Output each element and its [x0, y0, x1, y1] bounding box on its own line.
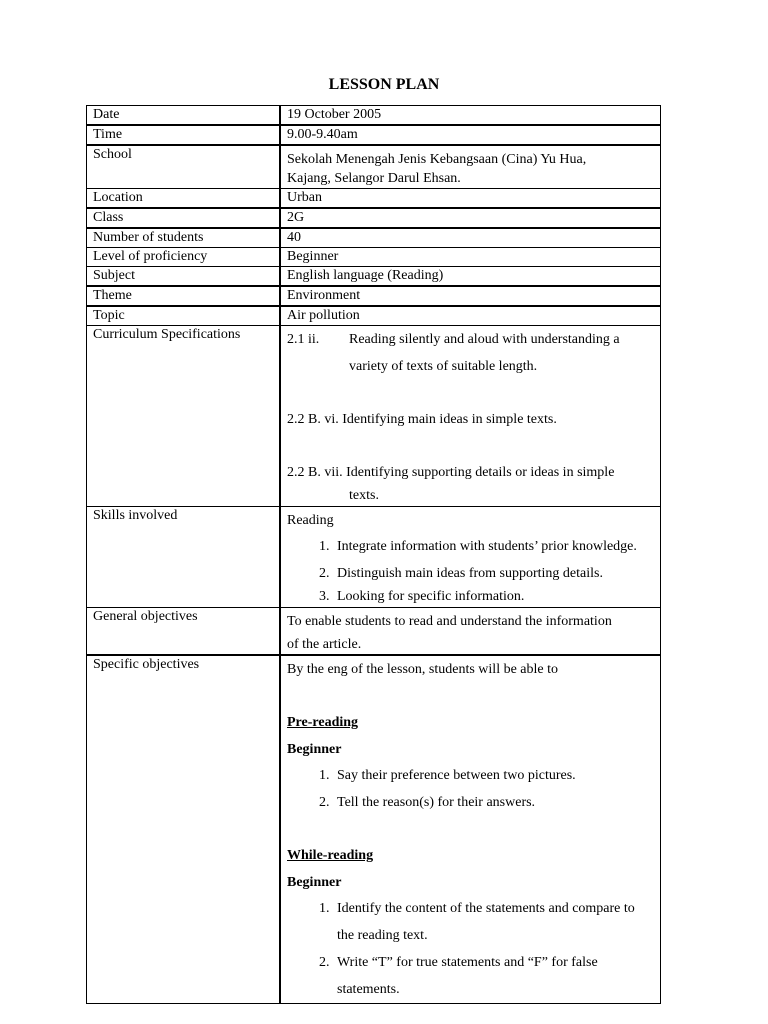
- value-curriculum: [280, 326, 661, 507]
- school-line-2: Kajang, Selangor Darul Ehsan.: [287, 171, 461, 186]
- pre-reading-heading: Pre-reading: [287, 715, 359, 730]
- list-item: 2. Tell the reason(s) for their answers.: [333, 790, 654, 817]
- value-date: 19 October 2005: [280, 106, 661, 126]
- list-item: 3. Looking for specific information.: [333, 587, 654, 607]
- row-general: [87, 608, 661, 656]
- school-line-1: Sekolah Menengah Jenis Kebangsaan (Cina) Yu Hua,: [287, 152, 587, 167]
- list-item: 2. Distinguish main ideas from supporting details.: [333, 561, 654, 588]
- row-topic: [87, 306, 661, 326]
- label-proficiency: Level of proficiency: [87, 248, 281, 267]
- label-date: Date: [87, 106, 281, 126]
- list-item: 1. Integrate information with students’ prior knowledge.: [333, 534, 654, 561]
- row-location: [87, 189, 661, 209]
- value-time: 9.00-9.40am: [280, 125, 661, 145]
- row-curriculum: [87, 326, 661, 507]
- row-class: [87, 208, 661, 228]
- value-subject: English language (Reading): [280, 267, 661, 287]
- spacer: [287, 683, 654, 709]
- label-specific: Specific objectives: [87, 655, 281, 1004]
- spec-2: 2.2 B. vi. Identifying main ideas in simple texts.: [287, 412, 557, 427]
- label-subject: Subject: [87, 267, 281, 287]
- spec-3-continued: texts.: [349, 488, 379, 503]
- label-theme: Theme: [87, 286, 281, 306]
- row-date: [87, 106, 661, 126]
- general-line-2: of the article.: [287, 637, 362, 652]
- value-location: Urban: [280, 189, 661, 209]
- lesson-plan-table: [86, 105, 661, 1004]
- label-students: Number of students: [87, 228, 281, 248]
- value-specific: [280, 655, 661, 1004]
- spacer: [287, 433, 654, 459]
- row-proficiency: [87, 248, 661, 267]
- spec-1-number: 2.1 ii.: [287, 332, 320, 347]
- value-students: 40: [280, 228, 661, 248]
- label-class: Class: [87, 208, 281, 228]
- while-reading-list: [287, 896, 654, 1003]
- row-skills: [87, 507, 661, 608]
- spacer: [287, 380, 654, 406]
- label-school: School: [87, 145, 281, 189]
- pre-reading-level: Beginner: [287, 742, 342, 757]
- spec-1-text: Reading silently and aloud with understanding a: [349, 332, 620, 347]
- value-general: [280, 608, 661, 656]
- label-topic: Topic: [87, 306, 281, 326]
- row-students: [87, 228, 661, 248]
- specific-intro: By the eng of the lesson, students will be able to: [287, 662, 559, 677]
- page-title: LESSON PLAN: [328, 76, 440, 93]
- row-time: [87, 125, 661, 145]
- label-curriculum: Curriculum Specifications: [87, 326, 281, 507]
- row-specific: [87, 655, 661, 1004]
- label-location: Location: [87, 189, 281, 209]
- list-item: 1. Identify the content of the statements and compare to the reading text.: [333, 896, 654, 949]
- list-item: 2. Write “T” for true statements and “F” for false statements.: [333, 949, 654, 1003]
- value-topic: Air pollution: [280, 306, 661, 326]
- skills-heading: Reading: [287, 513, 334, 528]
- spacer: [287, 816, 654, 842]
- while-reading-level: Beginner: [287, 875, 342, 890]
- row-subject: [87, 267, 661, 287]
- spec-3: 2.2 B. vii. Identifying supporting details or ideas in simple: [287, 465, 615, 480]
- skills-list: [287, 534, 654, 607]
- row-theme: [87, 286, 661, 306]
- label-time: Time: [87, 125, 281, 145]
- value-school: [280, 145, 661, 189]
- while-reading-heading: While-reading: [287, 848, 374, 863]
- value-class: 2G: [280, 208, 661, 228]
- general-line-1: To enable students to read and understand the information: [287, 614, 612, 629]
- pre-reading-list: [287, 763, 654, 816]
- list-item: 1. Say their preference between two pictures.: [333, 763, 654, 790]
- label-general: General objectives: [87, 608, 281, 656]
- value-skills: [280, 507, 661, 608]
- spec-1: [287, 326, 654, 353]
- value-proficiency: Beginner: [280, 248, 661, 267]
- row-school: [87, 145, 661, 189]
- label-skills: Skills involved: [87, 507, 281, 608]
- value-theme: Environment: [280, 286, 661, 306]
- spec-1-continued: variety of texts of suitable length.: [349, 359, 538, 374]
